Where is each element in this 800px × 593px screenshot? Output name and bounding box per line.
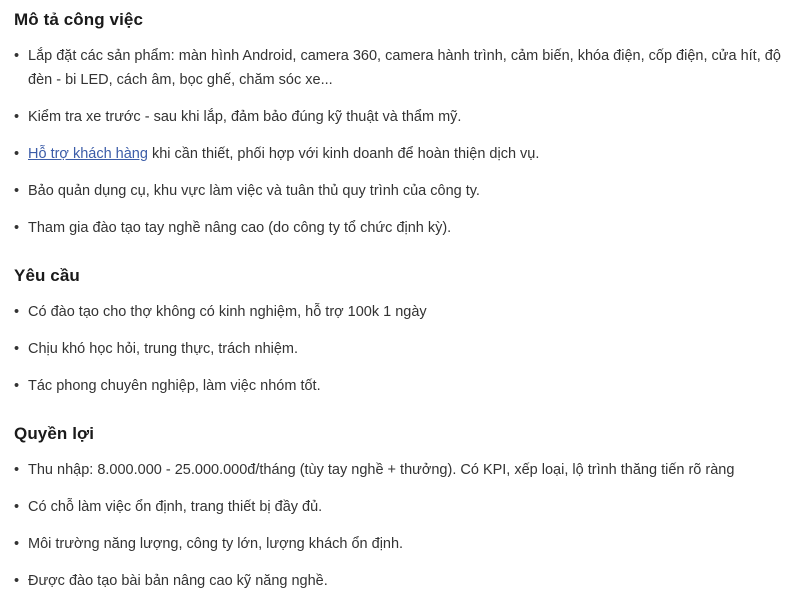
list-item-text: Có chỗ làm việc ổn định, trang thiết bị đầy đủ. bbox=[28, 499, 323, 515]
list-item bbox=[14, 44, 786, 92]
list-item-text: Được đào tạo bài bản nâng cao kỹ năng nghề. bbox=[28, 573, 328, 589]
section-job-description bbox=[14, 10, 786, 240]
list-item-text: Có đào tạo cho thợ không có kinh nghiệm, hỗ trợ 100k 1 ngày bbox=[28, 304, 427, 320]
list-item-text: Bảo quản dụng cụ, khu vực làm việc và tuân thủ quy trình của công ty. bbox=[28, 183, 480, 199]
list-item-text: Tham gia đào tạo tay nghề nâng cao (do công ty tổ chức định kỳ). bbox=[28, 220, 452, 236]
list-item bbox=[14, 458, 786, 482]
list-item-text: Kiểm tra xe trước - sau khi lắp, đảm bảo đúng kỹ thuật và thẩm mỹ. bbox=[28, 109, 462, 125]
section-title-job-description: Mô tả công việc bbox=[14, 10, 144, 29]
list-item-text: Môi trường năng lượng, công ty lớn, lượng khách ổn định. bbox=[28, 536, 404, 552]
list-item-text: Tác phong chuyên nghiệp, làm việc nhóm tốt. bbox=[28, 378, 321, 394]
requirements-list bbox=[14, 300, 786, 398]
section-title-requirements: Yêu cầu bbox=[14, 266, 80, 285]
list-item bbox=[14, 495, 786, 519]
job-description-list bbox=[14, 44, 786, 240]
section-requirements bbox=[14, 266, 786, 398]
list-item bbox=[14, 374, 786, 398]
list-item bbox=[14, 532, 786, 556]
list-item bbox=[14, 337, 786, 361]
list-item bbox=[14, 105, 786, 129]
list-item-text: Chịu khó học hỏi, trung thực, trách nhiệm. bbox=[28, 341, 299, 357]
support-customer-link[interactable]: Hỗ trợ khách hàng bbox=[28, 146, 148, 162]
section-title-benefits: Quyền lợi bbox=[14, 424, 95, 443]
list-item-text: Lắp đặt các sản phẩm: màn hình Android, camera 360, camera hành trình, cảm biến, khóa điện, cốp điện, cửa hít, độ đèn - bi LED, cách âm, bọc ghế, chăm sóc xe... bbox=[28, 48, 781, 88]
list-item bbox=[14, 216, 786, 240]
list-item-text: khi cần thiết, phối hợp với kinh doanh để hoàn thiện dịch vụ. bbox=[147, 146, 540, 162]
list-item-text: Thu nhập: 8.000.000 - 25.000.000đ/tháng (tùy tay nghề + thưởng). Có KPI, xếp loại, lộ trình thăng tiến rõ ràng bbox=[28, 462, 735, 478]
list-item bbox=[14, 300, 786, 324]
list-item bbox=[14, 179, 786, 203]
list-item bbox=[14, 569, 786, 593]
section-benefits bbox=[14, 424, 786, 593]
list-item bbox=[14, 142, 786, 166]
benefits-list bbox=[14, 458, 786, 593]
